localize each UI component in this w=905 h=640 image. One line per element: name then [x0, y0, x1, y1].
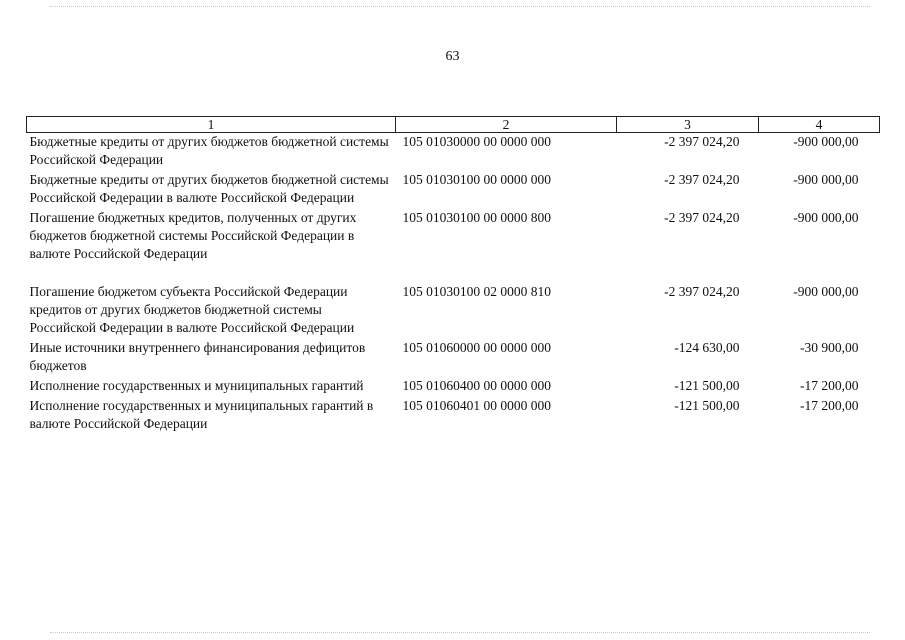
row-code: 105 01030100 00 0000 800	[402, 210, 551, 225]
row-value-col4: -17 200,00	[800, 378, 859, 393]
table-row	[27, 397, 880, 435]
row-name: Погашение бюджетных кредитов, полученных от других бюджетов бюджетной системы Российской Федерации в валюте Российской Федерации	[29, 210, 357, 261]
row-value-col3: -2 397 024,20	[664, 284, 740, 299]
row-code: 105 01060401 00 0000 000	[402, 398, 551, 413]
row-name: Исполнение государственных и муниципальных гарантий	[29, 378, 364, 393]
table-row	[27, 283, 880, 339]
column-header-2: 2	[396, 117, 617, 133]
row-name: Исполнение государственных и муниципальных гарантий в валюте Российской Федерации	[29, 398, 374, 431]
row-value-col3: -2 397 024,20	[664, 172, 740, 187]
row-value-col4: -900 000,00	[793, 284, 859, 299]
row-code: 105 01030100 02 0000 810	[402, 284, 551, 299]
row-name: Иные источники внутреннего финансирования дефицитов бюджетов	[29, 340, 366, 373]
row-code: 105 01060000 00 0000 000	[402, 340, 551, 355]
row-value-col3: -124 630,00	[674, 340, 740, 355]
table-row	[27, 133, 880, 172]
scan-artifact-bottom	[50, 632, 870, 634]
row-name: Погашение бюджетом субъекта Российской Федерации кредитов от других бюджетов бюджетной системы Российской Федерации в валюте Российской Федерации	[29, 284, 355, 335]
row-code: 105 01030100 00 0000 000	[402, 172, 551, 187]
page-number: 63	[445, 49, 460, 64]
row-code: 105 01060400 00 0000 000	[402, 378, 551, 393]
column-header-4: 4	[759, 117, 880, 133]
row-value-col4: -900 000,00	[793, 172, 859, 187]
row-value-col4: -30 900,00	[800, 340, 859, 355]
sources-financing-table	[26, 116, 880, 435]
table-row	[27, 209, 880, 283]
table-row	[27, 171, 880, 209]
scan-artifact-top	[50, 6, 870, 8]
row-name: Бюджетные кредиты от других бюджетов бюджетной системы Российской Федерации	[29, 134, 389, 167]
table-row	[27, 339, 880, 377]
row-value-col3: -2 397 024,20	[664, 134, 740, 149]
table-header-row	[27, 117, 880, 133]
row-value-col4: -17 200,00	[800, 398, 859, 413]
table-row	[27, 377, 880, 397]
column-header-1: 1	[27, 117, 396, 133]
column-header-3: 3	[617, 117, 759, 133]
row-value-col3: -121 500,00	[674, 398, 740, 413]
row-name: Бюджетные кредиты от других бюджетов бюджетной системы Российской Федерации в валюте Российской Федерации	[29, 172, 389, 205]
row-value-col4: -900 000,00	[793, 134, 859, 149]
row-code: 105 01030000 00 0000 000	[402, 134, 551, 149]
row-value-col4: -900 000,00	[793, 210, 859, 225]
row-value-col3: -121 500,00	[674, 378, 740, 393]
row-value-col3: -2 397 024,20	[664, 210, 740, 225]
